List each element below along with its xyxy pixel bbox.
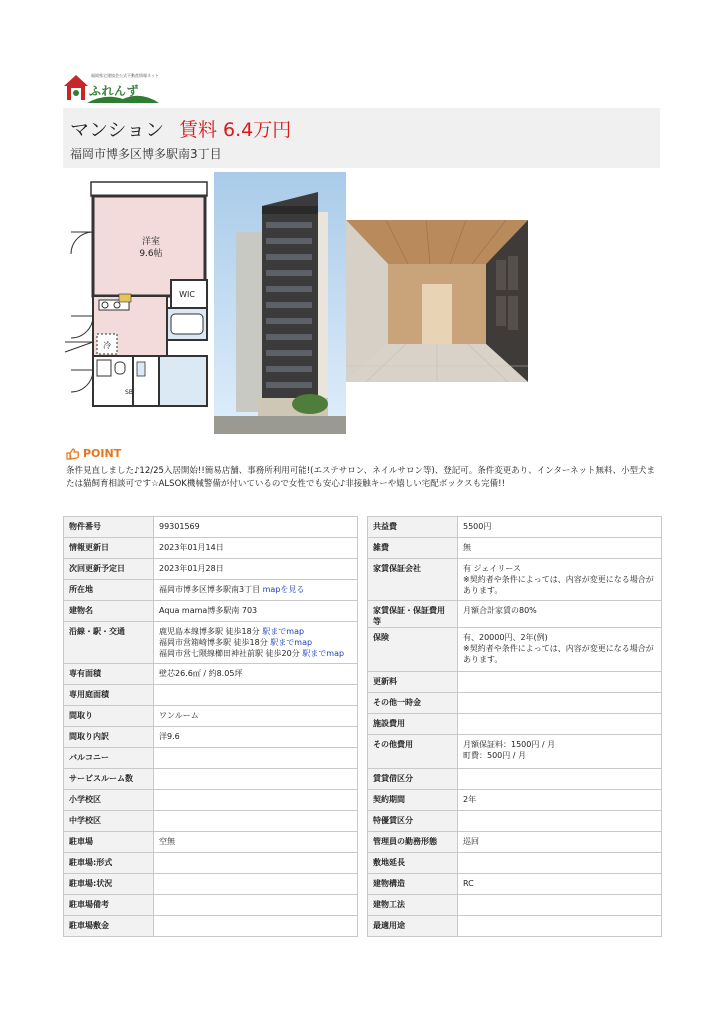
table-row	[64, 916, 358, 937]
map-link[interactable]: mapを見る	[262, 585, 305, 594]
row-label: 施設費用	[368, 714, 458, 735]
table-row	[368, 853, 662, 874]
table-row	[368, 895, 662, 916]
point-description: 条件見直しました♪12/25入居開始!!簡易店舗、事務所利用可能!(エステサロン、ネイルサロン等)、登記可。条件変更あり、インターネット無料、小型犬または猫飼育相談可です☆ALSOK機械警備が付いているので女性でも安心♪非接触キーや嬉しい宅配ボックスも完備!!	[66, 466, 655, 489]
row-value	[154, 916, 358, 937]
row-value	[154, 748, 358, 769]
value-line-text: 有 ジェイリース	[463, 564, 521, 573]
table-row	[64, 727, 358, 748]
table-row	[64, 895, 358, 916]
table-row	[368, 628, 662, 672]
row-value	[458, 601, 662, 628]
row-label: 沿線・駅・交通	[64, 622, 154, 664]
row-label: その他一時金	[368, 693, 458, 714]
floorplan-room-size: 9.6帖	[139, 249, 163, 259]
row-label: 契約期間	[368, 790, 458, 811]
row-value	[458, 559, 662, 601]
row-value	[154, 517, 358, 538]
building-exterior-photo[interactable]	[214, 172, 346, 434]
table-row	[368, 601, 662, 628]
table-row	[64, 601, 358, 622]
table-row	[64, 853, 358, 874]
table-row	[368, 916, 662, 937]
row-label: 家賃保証・保証費用等	[368, 601, 458, 628]
table-row	[64, 559, 358, 580]
value-line	[463, 739, 656, 750]
value-text: 月額合計家賃の80%	[463, 606, 537, 615]
value-text: 2年	[463, 795, 477, 804]
value-line-text: 鹿児島本線博多駅 徒歩18分	[159, 627, 260, 636]
row-label: 次回更新予定日	[64, 559, 154, 580]
row-value	[458, 916, 662, 937]
table-row	[64, 622, 358, 664]
row-value	[458, 517, 662, 538]
table-row	[64, 748, 358, 769]
value-line	[159, 648, 352, 659]
row-label: 専有面積	[64, 664, 154, 685]
table-row	[368, 693, 662, 714]
row-label: 物件番号	[64, 517, 154, 538]
value-text: 2023年01月28日	[159, 564, 224, 573]
row-value	[154, 853, 358, 874]
row-label: バルコニー	[64, 748, 154, 769]
station-map-link[interactable]: 駅までmap	[270, 638, 313, 647]
value-text: 無	[463, 543, 471, 552]
property-details-table-right	[367, 516, 662, 937]
value-line-text: ※契約者や条件によっては、内容が変更になる場合があります。	[463, 575, 654, 595]
floorplan-wic-label: WIC	[179, 290, 195, 299]
table-row	[368, 811, 662, 832]
thumbs-up-icon	[66, 448, 80, 460]
row-value	[154, 601, 358, 622]
row-label: 駐車場備考	[64, 895, 154, 916]
table-row	[64, 517, 358, 538]
table-row	[64, 769, 358, 790]
row-label: 共益費	[368, 517, 458, 538]
row-value	[458, 538, 662, 559]
row-label: 家賃保証会社	[368, 559, 458, 601]
table-row	[368, 672, 662, 693]
property-details-table-left	[63, 516, 358, 937]
table-row	[368, 559, 662, 601]
value-line	[159, 626, 352, 637]
station-map-link[interactable]: 駅までmap	[302, 649, 345, 658]
floorplan-image[interactable]	[63, 176, 210, 408]
value-text: ワンルーム	[159, 711, 199, 720]
row-value	[154, 895, 358, 916]
row-value	[154, 874, 358, 895]
value-line	[159, 637, 352, 648]
row-label: 駐車場:状況	[64, 874, 154, 895]
table-row	[64, 874, 358, 895]
point-heading	[66, 447, 121, 460]
row-label: 管理員の勤務形態	[368, 832, 458, 853]
value-line	[463, 643, 656, 665]
row-value	[154, 538, 358, 559]
value-line-text: 福岡市営七隈線櫛田神社前駅 徒歩20分	[159, 649, 300, 658]
row-label: 最適用途	[368, 916, 458, 937]
row-label: 敷地延長	[368, 853, 458, 874]
row-value	[458, 853, 662, 874]
row-label: 専用庭面積	[64, 685, 154, 706]
table-row	[368, 832, 662, 853]
table-row	[64, 538, 358, 559]
row-label: 所在地	[64, 580, 154, 601]
row-label: 駐車場敷金	[64, 916, 154, 937]
row-label: 建物構造	[368, 874, 458, 895]
point-label: POINT	[83, 447, 122, 460]
value-line	[463, 563, 656, 574]
row-value	[458, 790, 662, 811]
row-value	[458, 735, 662, 769]
table-row	[64, 685, 358, 706]
value-text: 壁芯26.6㎡ / 約8.05坪	[159, 669, 243, 678]
row-label: サービスルーム数	[64, 769, 154, 790]
row-value	[458, 832, 662, 853]
title-box	[63, 108, 660, 168]
value-line-text: 町費：500円 / 月	[463, 751, 527, 760]
table-row	[64, 790, 358, 811]
row-value	[154, 727, 358, 748]
row-label: 更新料	[368, 672, 458, 693]
row-value	[154, 559, 358, 580]
row-label: 賃貸借区分	[368, 769, 458, 790]
row-label: その他費用	[368, 735, 458, 769]
property-address: 福岡市博多区博多駅南3丁目	[70, 147, 222, 161]
row-value	[154, 790, 358, 811]
row-label: 駐車場	[64, 832, 154, 853]
entrance-lobby-photo[interactable]	[346, 220, 528, 382]
value-text: 99301569	[159, 522, 200, 531]
value-text: Aqua mama博多駅南 703	[159, 606, 258, 615]
table-row	[368, 538, 662, 559]
row-value	[154, 832, 358, 853]
table-row	[64, 706, 358, 727]
value-line-text: 月額保証料：1500円 / 月	[463, 740, 556, 749]
floorplan-fridge-label: 冷	[103, 341, 111, 350]
row-label: 中学校区	[64, 811, 154, 832]
row-value	[458, 874, 662, 895]
logo-name: ふれんず	[89, 84, 140, 98]
row-value	[458, 714, 662, 735]
row-label: 特優賃区分	[368, 811, 458, 832]
value-text: 福岡市博多区博多駅南3丁目	[159, 585, 261, 594]
table-row	[64, 664, 358, 685]
table-row	[64, 580, 358, 601]
table-row	[368, 714, 662, 735]
value-text: 洋9.6	[159, 732, 180, 741]
house-logo-icon	[63, 74, 89, 102]
row-value	[154, 706, 358, 727]
row-value	[458, 811, 662, 832]
table-row	[368, 735, 662, 769]
row-label: 情報更新日	[64, 538, 154, 559]
value-line-text: 有、20000円、2年(例)	[463, 633, 548, 642]
row-label: 間取り内訳	[64, 727, 154, 748]
rent-price: 賃料 6.4万円	[179, 119, 292, 141]
row-value	[154, 811, 358, 832]
table-row	[368, 874, 662, 895]
table-row	[368, 769, 662, 790]
row-value	[458, 628, 662, 672]
row-label: 間取り	[64, 706, 154, 727]
logo-tagline: 福岡県宅建協会公式不動産情報ネット	[91, 73, 159, 78]
row-label: 建物工法	[368, 895, 458, 916]
value-line-text: ※契約者や条件によっては、内容が変更になる場合があります。	[463, 644, 654, 664]
row-label: 保険	[368, 628, 458, 672]
station-map-link[interactable]: 駅までmap	[262, 627, 305, 636]
row-value	[458, 672, 662, 693]
value-line	[463, 574, 656, 596]
value-text: 巡回	[463, 837, 479, 846]
row-label: 駐車場:形式	[64, 853, 154, 874]
row-label: 建物名	[64, 601, 154, 622]
value-line-text: 福岡市営箱崎博多駅 徒歩18分	[159, 638, 268, 647]
row-label: 雑費	[368, 538, 458, 559]
value-text: 5500円	[463, 522, 492, 531]
row-value	[154, 685, 358, 706]
site-logo[interactable]	[63, 72, 163, 104]
row-label: 小学校区	[64, 790, 154, 811]
table-row	[64, 832, 358, 853]
row-value	[458, 693, 662, 714]
row-value	[458, 895, 662, 916]
value-line	[463, 632, 656, 643]
value-text: 空無	[159, 837, 175, 846]
value-line	[463, 750, 656, 761]
row-value	[154, 622, 358, 664]
logo-hills-icon	[87, 91, 159, 103]
row-value	[154, 769, 358, 790]
value-text: RC	[463, 879, 474, 888]
table-row	[64, 811, 358, 832]
floorplan-room-label: 洋室	[141, 237, 161, 247]
value-text: 2023年01月14日	[159, 543, 224, 552]
floorplan-sb-label: SB	[125, 389, 133, 396]
table-row	[368, 790, 662, 811]
row-value	[154, 580, 358, 601]
table-row	[368, 517, 662, 538]
row-value	[458, 769, 662, 790]
row-value	[154, 664, 358, 685]
property-type: マンション	[70, 119, 165, 141]
